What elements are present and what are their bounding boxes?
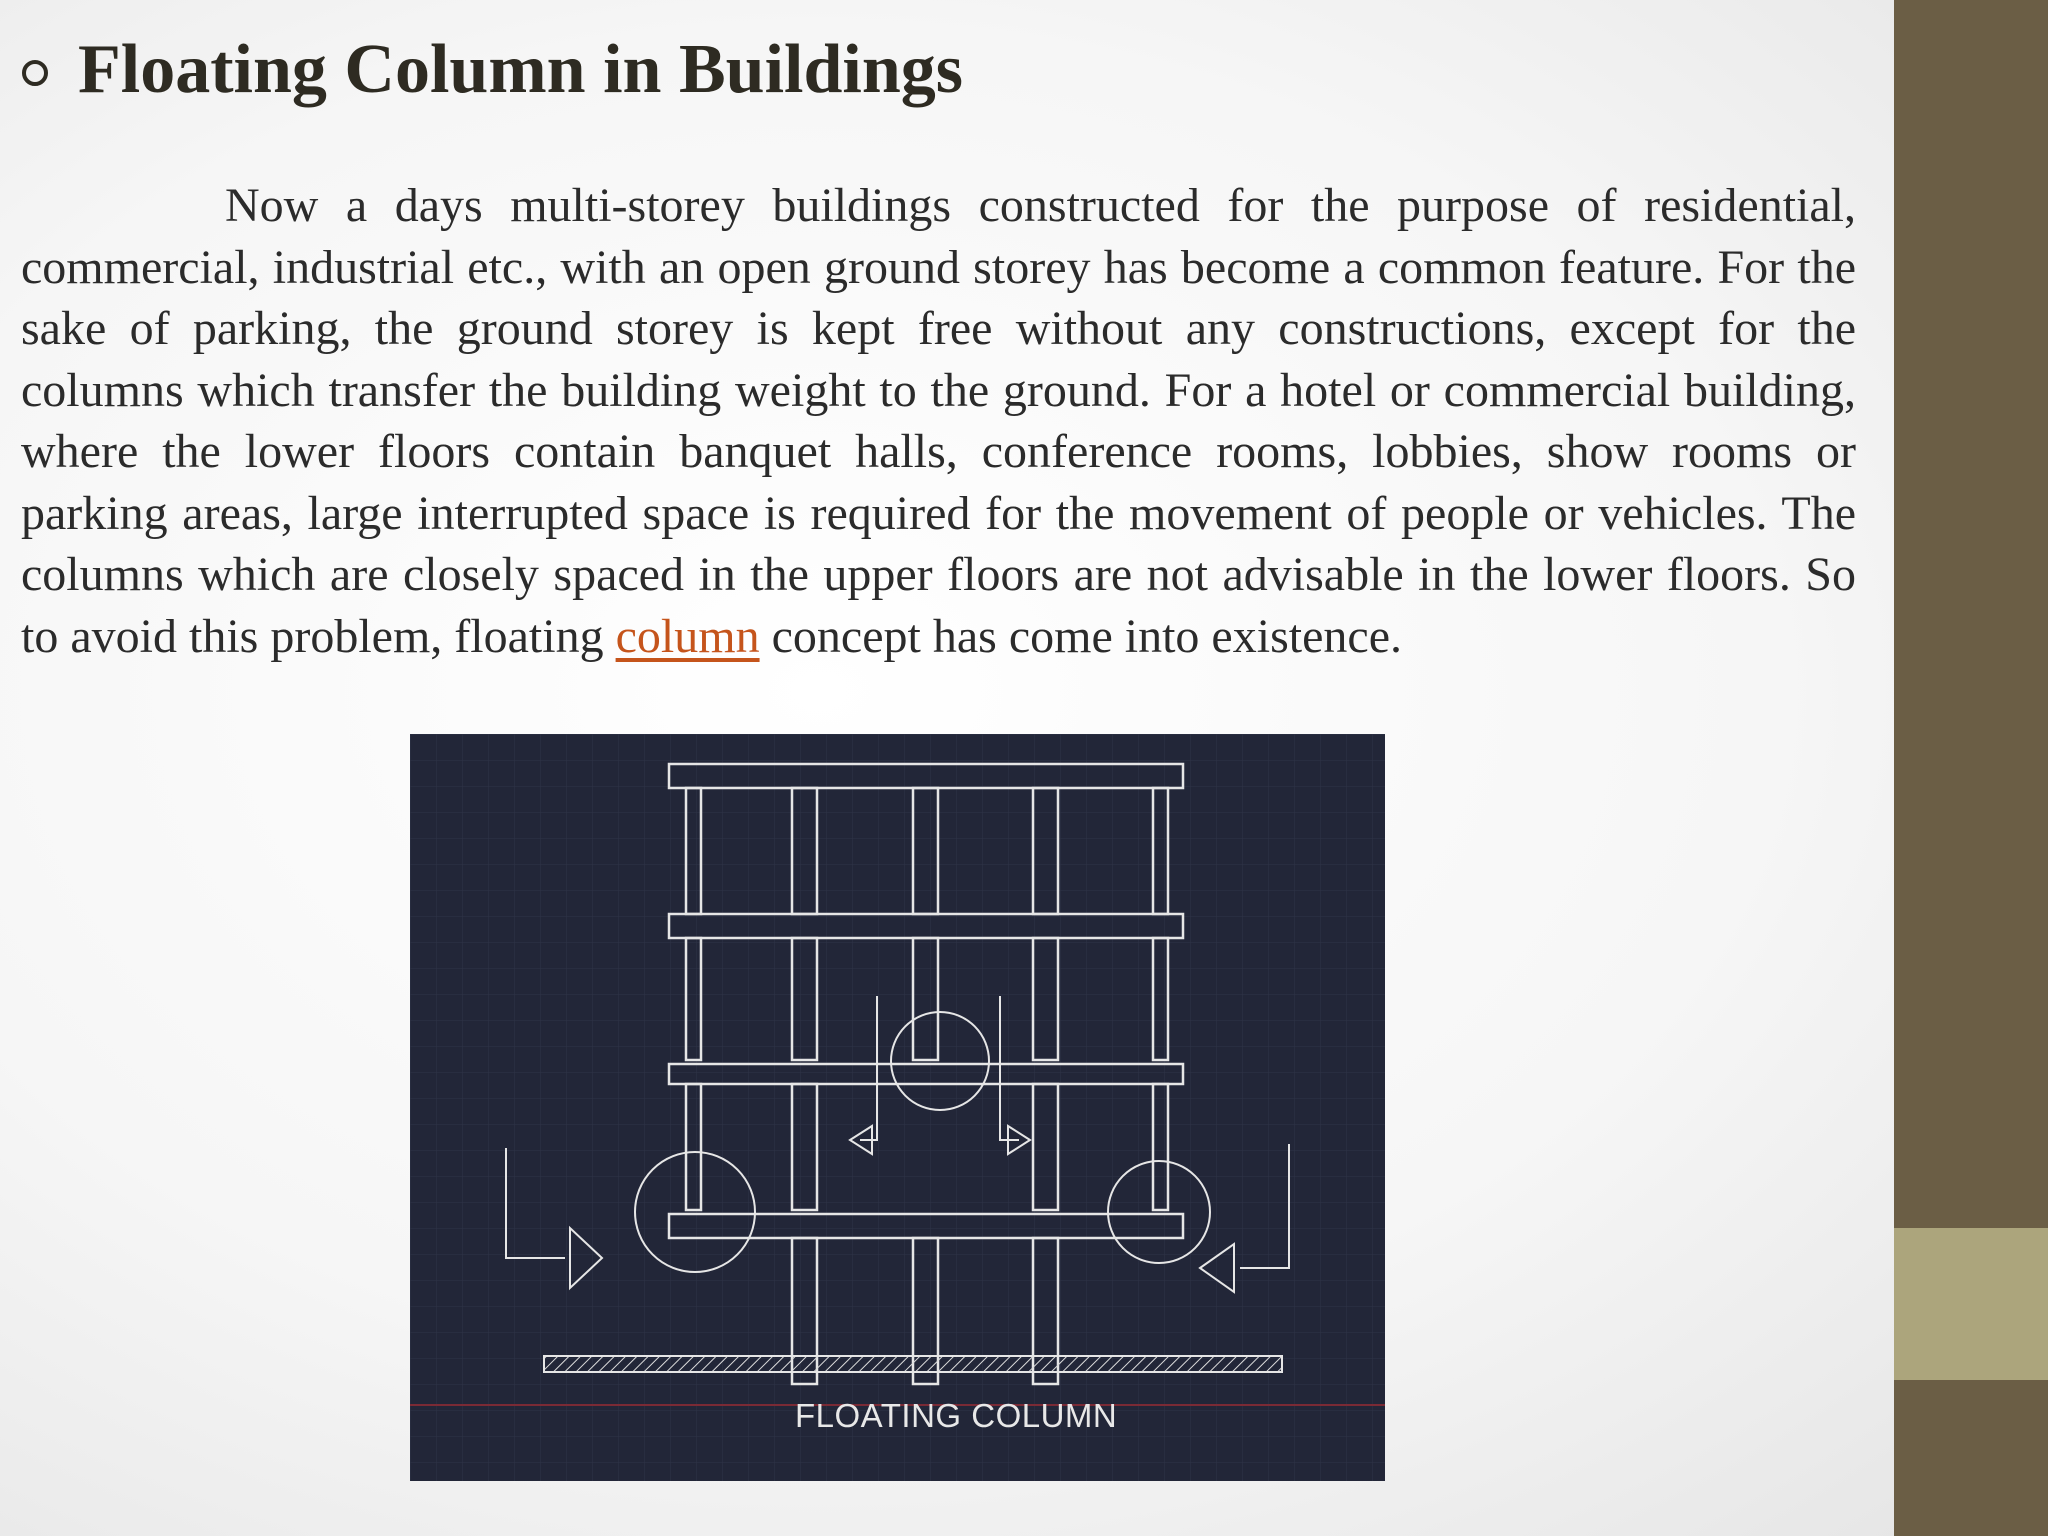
sidebar-accent-block <box>1894 1228 2048 1380</box>
diagram-caption: FLOATING COLUMN <box>795 1397 1118 1434</box>
ground-foundation <box>544 1356 1282 1372</box>
column-link[interactable]: column <box>615 609 760 663</box>
floating-column-diagram <box>410 734 1385 1481</box>
slide-title-text: Floating Column in Buildings <box>78 31 964 108</box>
bullet-circle-icon <box>22 60 48 86</box>
slide-title <box>22 28 963 112</box>
paragraph-text: Now a days multi-storey buildings constructed for the purpose of residential, commercial, industrial etc., with an open ground storey has become a common feature. For the sake of parking, the ground storey is kept free without any constructions, except for the columns which transfer the building weight to the ground. For a hotel or commercial building, where the lower floors contain banquet halls, conference rooms, lobbies, show rooms or parking areas, large interrupted space is required for the movement of people or vehicles. The columns which are closely spaced in the upper floors are not advisable in the lower floors. So to avoid this problem, floating <box>21 179 1856 663</box>
paragraph-text-end: concept has come into existence. <box>771 609 1402 663</box>
body-paragraph <box>21 175 1856 667</box>
diagram-canvas <box>410 734 1385 1481</box>
